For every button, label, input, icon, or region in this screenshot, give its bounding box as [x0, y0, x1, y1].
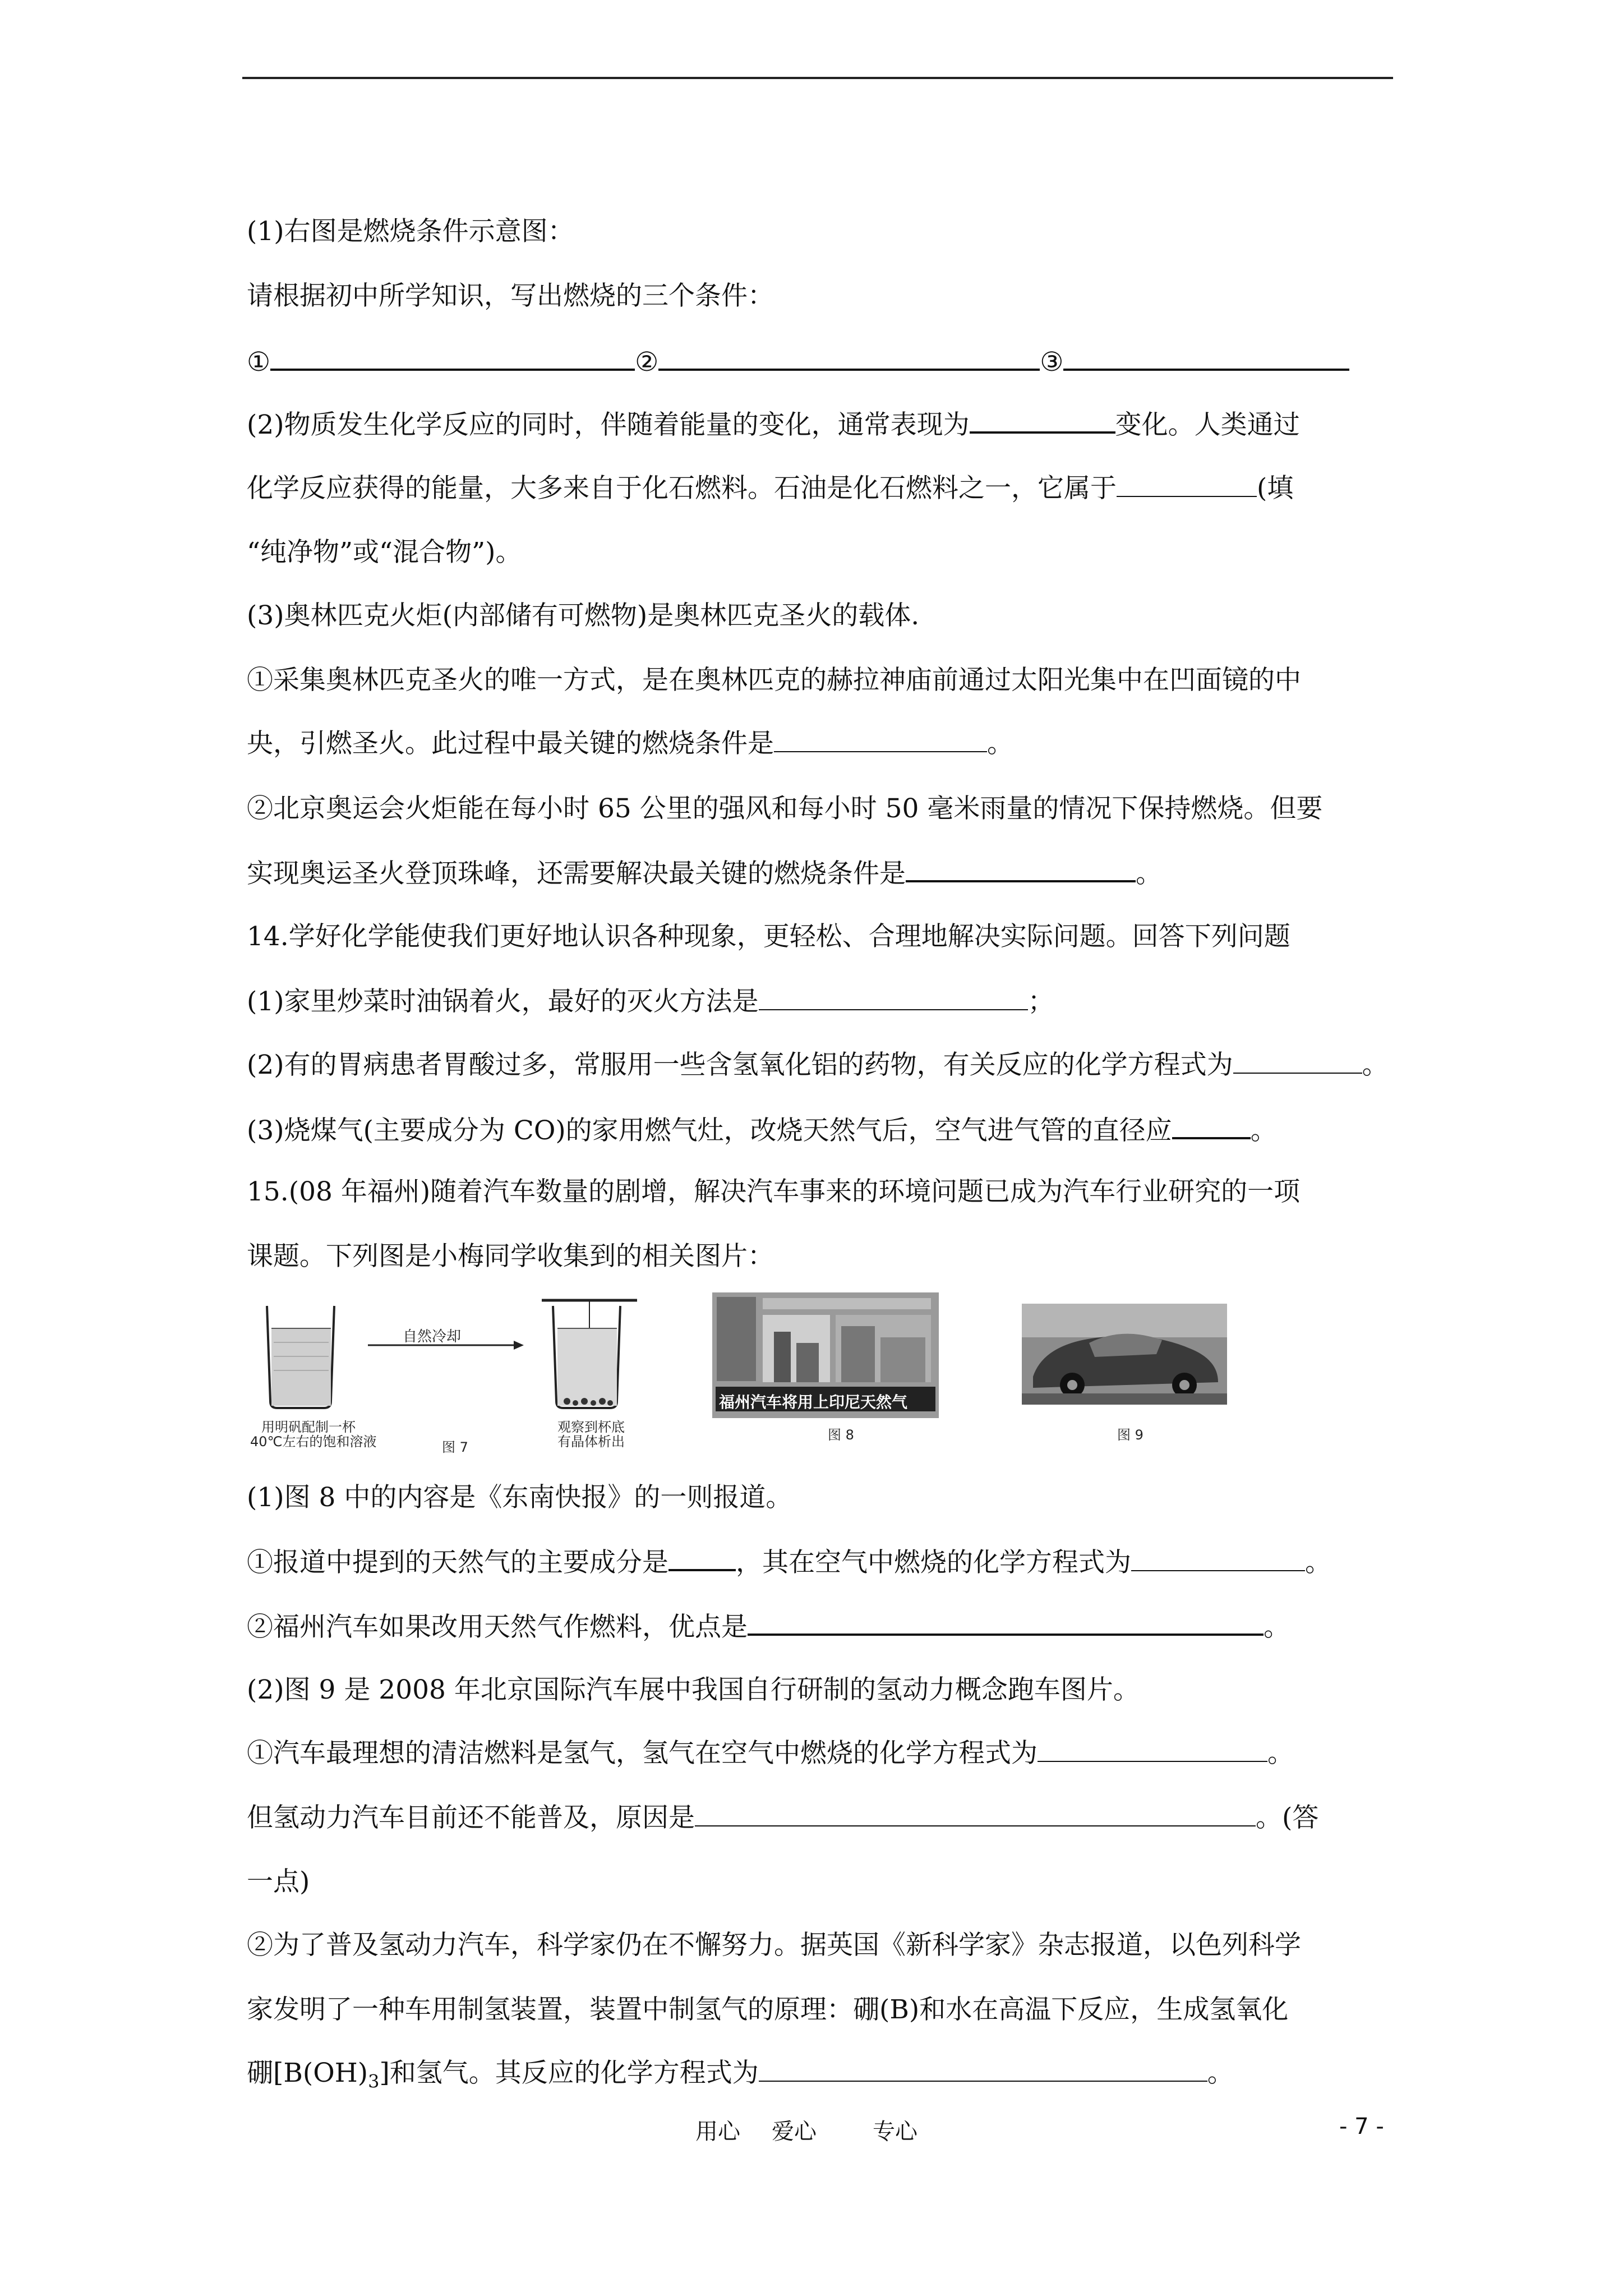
- answer-blank: [695, 1801, 1256, 1826]
- text-line: (3)奥林匹克火炬(内部储有可燃物)是奥林匹克圣火的载体.: [247, 600, 920, 631]
- text-line: 家发明了一种车用制氢装置，装置中制氢气的原理：硼(B)和水在高温下反应，生成氢氧化: [247, 1994, 1289, 2025]
- text-line: (2)图 9 是 2008 年北京国际汽车展中我国自行研制的氢动力概念跑车图片。: [247, 1674, 1140, 1705]
- beaker-right-icon: [542, 1300, 637, 1408]
- answer-blank: [1038, 1736, 1267, 1762]
- text-line: 15.(08 年福州)随着汽车数量的剧增，解决汽车事来的环境问题已成为汽车行业研究的一项: [247, 1176, 1301, 1207]
- text-line: ①报道中提到的天然气的主要成分是 ，其在空气中燃烧的化学方程式为 。: [247, 1544, 1331, 1580]
- answer-blank: [906, 855, 1136, 882]
- beaker-left-icon: [267, 1306, 334, 1408]
- figures-row: [250, 1289, 1248, 1457]
- text-line: 央，引燃圣火。此过程中最关键的燃烧条件是 。: [247, 726, 1013, 761]
- text-line: 但氢动力汽车目前还不能普及，原因是 。(答: [247, 1801, 1318, 1835]
- answer-blank: [1117, 471, 1257, 497]
- answer-blank: [1233, 1048, 1362, 1074]
- figure-8-headline: 福州汽车将用上印尼天然气: [719, 1393, 908, 1411]
- answer-blank: [759, 2056, 1207, 2082]
- text-line: ②北京奥运会火炬能在每小时 65 公里的强风和每小时 50 毫米雨量的情况下保持燃烧。但要: [247, 793, 1323, 824]
- text-line: (1)图 8 中的内容是《东南快报》的一则报道。: [247, 1482, 792, 1513]
- text-line: 硼$[B(OH)_3]$和氢气。其反应的化学方程式为 。: [247, 2056, 1234, 2098]
- text-line: 14.学好化学能使我们更好地认识各种现象，更轻松、合理地解决实际问题。回答下列问题: [247, 921, 1290, 952]
- figure-9-label: 图 9: [1117, 1427, 1144, 1443]
- answer-blank: [970, 407, 1115, 434]
- text-line: ①汽车最理想的清洁燃料是氢气，氢气在空气中燃烧的化学方程式为 。: [247, 1736, 1294, 1770]
- figure-8-label: 图 8: [828, 1427, 854, 1443]
- answer-blank: [1131, 1545, 1305, 1571]
- figure-7-right-caption: 观察到杯底: [557, 1419, 625, 1435]
- figure-7-label: 图 7: [442, 1439, 468, 1455]
- text-line: (3)烧煤气(主要成分为 CO)的家用燃气灶，改烧天然气后，空气进气管的直径应 。: [247, 1112, 1277, 1148]
- answer-blank: [759, 984, 1028, 1010]
- answer-blank: [668, 1544, 736, 1571]
- footer-motto: 用心: [695, 2119, 740, 2145]
- text-line: “纯净物”或“混合物”)。: [247, 537, 522, 568]
- text-line: (2)有的胃病患者胃酸过多，常服用一些含氢氧化铝的药物，有关反应的化学方程式为 。: [247, 1048, 1389, 1082]
- answer-blank: [270, 344, 635, 371]
- figure-9-car-image: [1022, 1304, 1227, 1405]
- page-number: - 7 -: [1339, 2114, 1384, 2139]
- answer-blank: [774, 726, 987, 752]
- text-line: ① ② ③: [247, 344, 1349, 379]
- footer-motto: 专心: [873, 2119, 917, 2145]
- text-line: ②为了普及氢动力汽车，科学家仍在不懈努力。据英国《新科学家》杂志报道，以色列科学: [247, 1930, 1301, 1961]
- text-line: (1)家里炒菜时油锅着火，最好的灭火方法是 ；: [247, 984, 1054, 1019]
- text-line: 请根据初中所学知识，写出燃烧的三个条件：: [247, 280, 774, 311]
- text-line: (2)物质发生化学反应的同时，伴随着能量的变化，通常表现为 变化。人类通过: [247, 407, 1300, 442]
- answer-blank: [658, 344, 1040, 371]
- figure-7-arrow-label: 自然冷却: [403, 1328, 462, 1345]
- text-line: 课题。下列图是小梅同学收集到的相关图片：: [247, 1241, 774, 1272]
- text-line: 实现奥运圣火登顶珠峰，还需要解决最关键的燃烧条件是 。: [247, 855, 1162, 891]
- header-rule: [242, 77, 1393, 79]
- text-line: ②福州汽车如果改用天然气作燃料，优点是 。: [247, 1609, 1290, 1644]
- answer-blank: [1172, 1112, 1251, 1139]
- text-line: ①采集奥林匹克圣火的唯一方式，是在奥林匹克的赫拉神庙前通过太阳光集中在凹面镜的中: [247, 665, 1301, 696]
- text-line: 化学反应获得的能量，大多来自于化石燃料。石油是化石燃料之一，它属于 (填: [247, 471, 1293, 505]
- text-line: 一点): [247, 1866, 310, 1897]
- figure-7-right-caption: 有晶体析出: [557, 1434, 625, 1450]
- footer-motto: 爱心: [772, 2119, 817, 2145]
- text-line: (1)右图是燃烧条件示意图：: [247, 216, 574, 247]
- figure-7-left-caption: 40℃左右的饱和溶液: [250, 1434, 377, 1450]
- figure-7-left-caption: 用明矾配制一杯: [261, 1419, 356, 1435]
- answer-blank: [748, 1609, 1264, 1636]
- answer-blank: [1063, 344, 1349, 371]
